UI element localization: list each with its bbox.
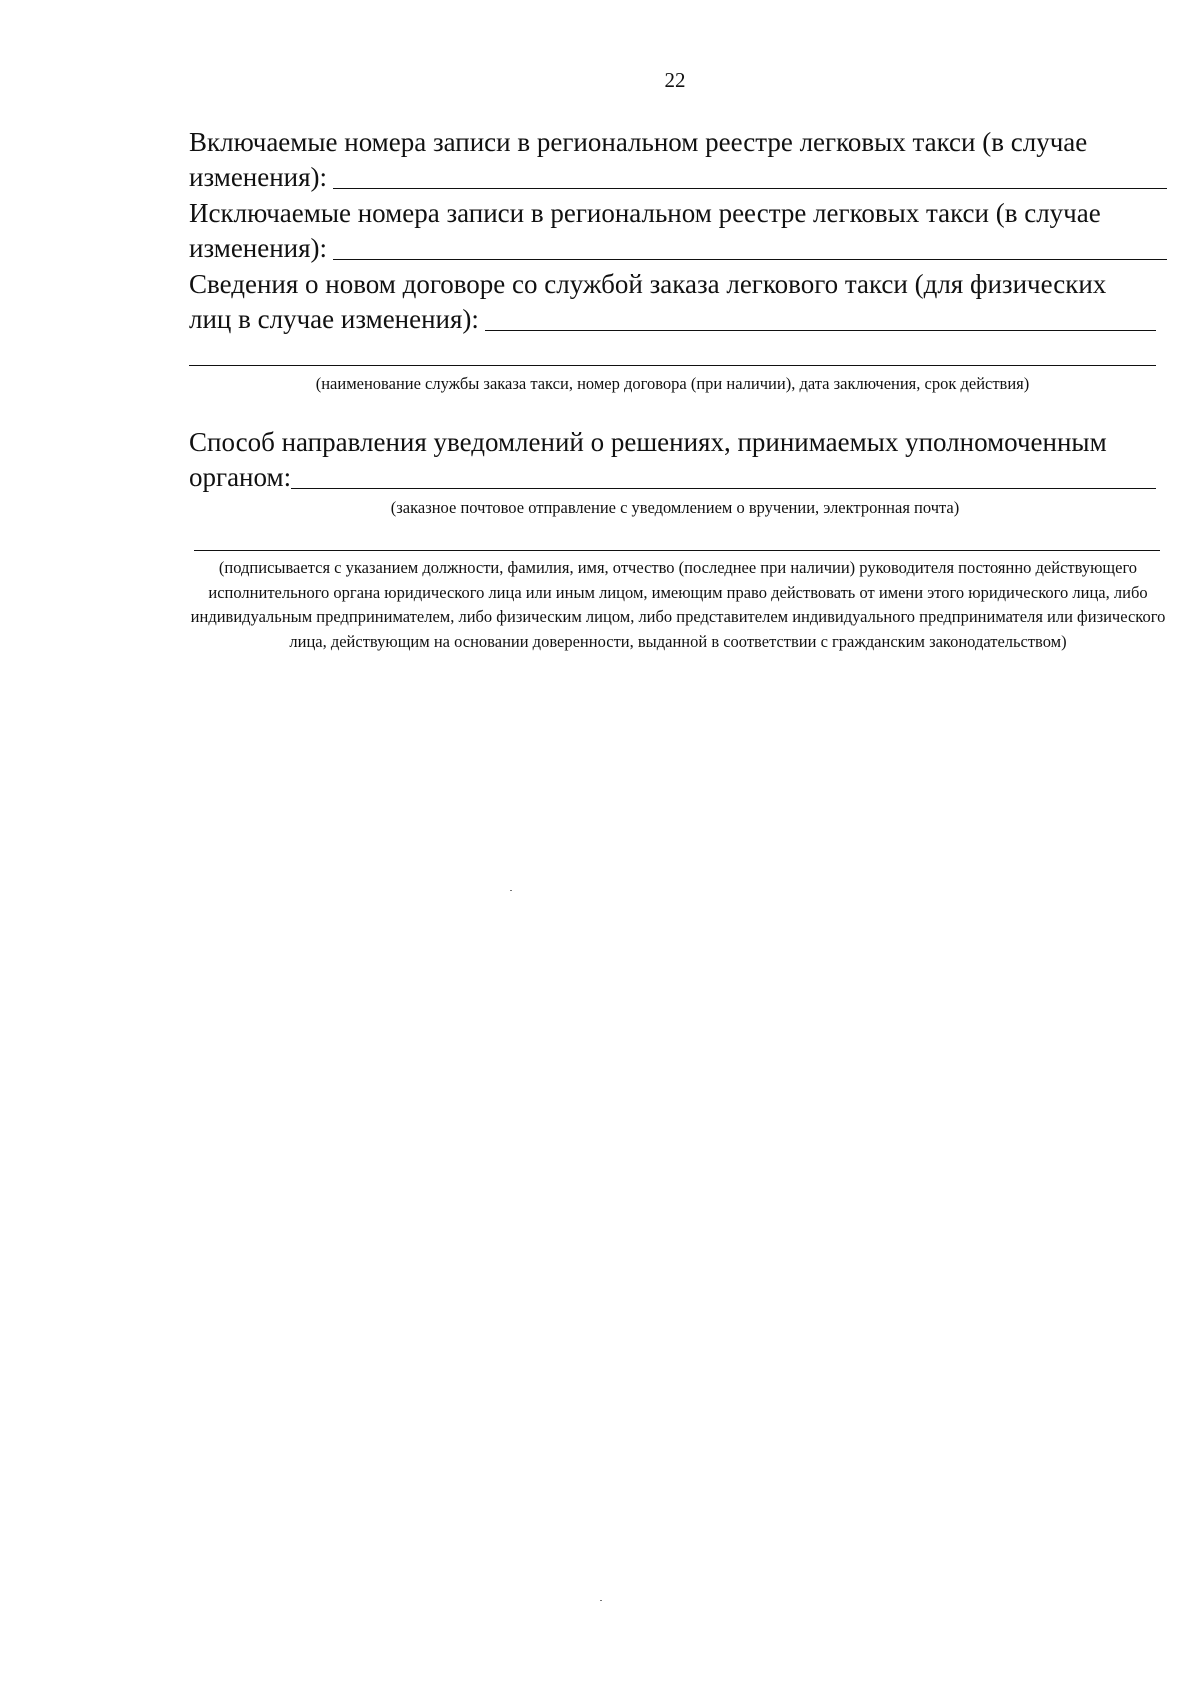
notification-method-label-line1: Способ направления уведомлений о решениях, принимаемых уполномоченным xyxy=(189,427,1107,457)
notification-method-caption: (заказное почтовое отправление с уведомлением о вручении, электронная почта) xyxy=(390,498,960,517)
contract-info-label-line2: лиц в случае изменения): xyxy=(189,304,479,334)
excluded-numbers-field xyxy=(189,196,1167,266)
contract-info-field xyxy=(189,267,1167,337)
excluded-numbers-label-line2: изменения): xyxy=(189,233,328,263)
notification-method-field xyxy=(189,425,1167,495)
included-numbers-input-line[interactable] xyxy=(333,162,1167,189)
contract-info-label-line1: Сведения о новом договоре со службой заказа легкового такси (для физических xyxy=(189,269,1107,299)
excluded-numbers-input-line[interactable] xyxy=(333,233,1167,260)
excluded-numbers-label-line1: Исключаемые номера записи в региональном реестре легковых такси (в случае xyxy=(189,198,1101,228)
signature-note: (подписывается с указанием должности, фамилия, имя, отчество (последнее при наличии) руководителя постоянно действующего исполнительного органа юридического лица или иным лицом, имеющим право действовать от имени этого юридического лица, либо индивидуальным предпринимателем, либо физическим лицом, либо представителем индивидуального предпринимателя или физического лица, действующим на основании доверенности, выданной в соответствии с гражданским законодательством) xyxy=(190,558,1166,651)
contract-info-caption: (наименование службы заказа такси, номер договора (при наличии), дата заключения, срок действия) xyxy=(315,374,1030,393)
included-numbers-label-line2: изменения): xyxy=(189,162,328,192)
included-numbers-field xyxy=(189,125,1167,195)
page-number: 22 xyxy=(664,68,686,92)
scan-speck xyxy=(510,890,512,891)
scan-speck xyxy=(600,1600,602,1601)
contract-info-input-line-1[interactable] xyxy=(485,304,1156,331)
signature-line[interactable] xyxy=(194,550,1160,551)
included-numbers-label-line1: Включаемые номера записи в региональном реестре легковых такси (в случае xyxy=(189,127,1088,157)
notification-method-label-line2: органом: xyxy=(189,462,292,492)
notification-method-input-line[interactable] xyxy=(291,462,1156,489)
contract-info-input-line-2[interactable] xyxy=(189,365,1156,366)
